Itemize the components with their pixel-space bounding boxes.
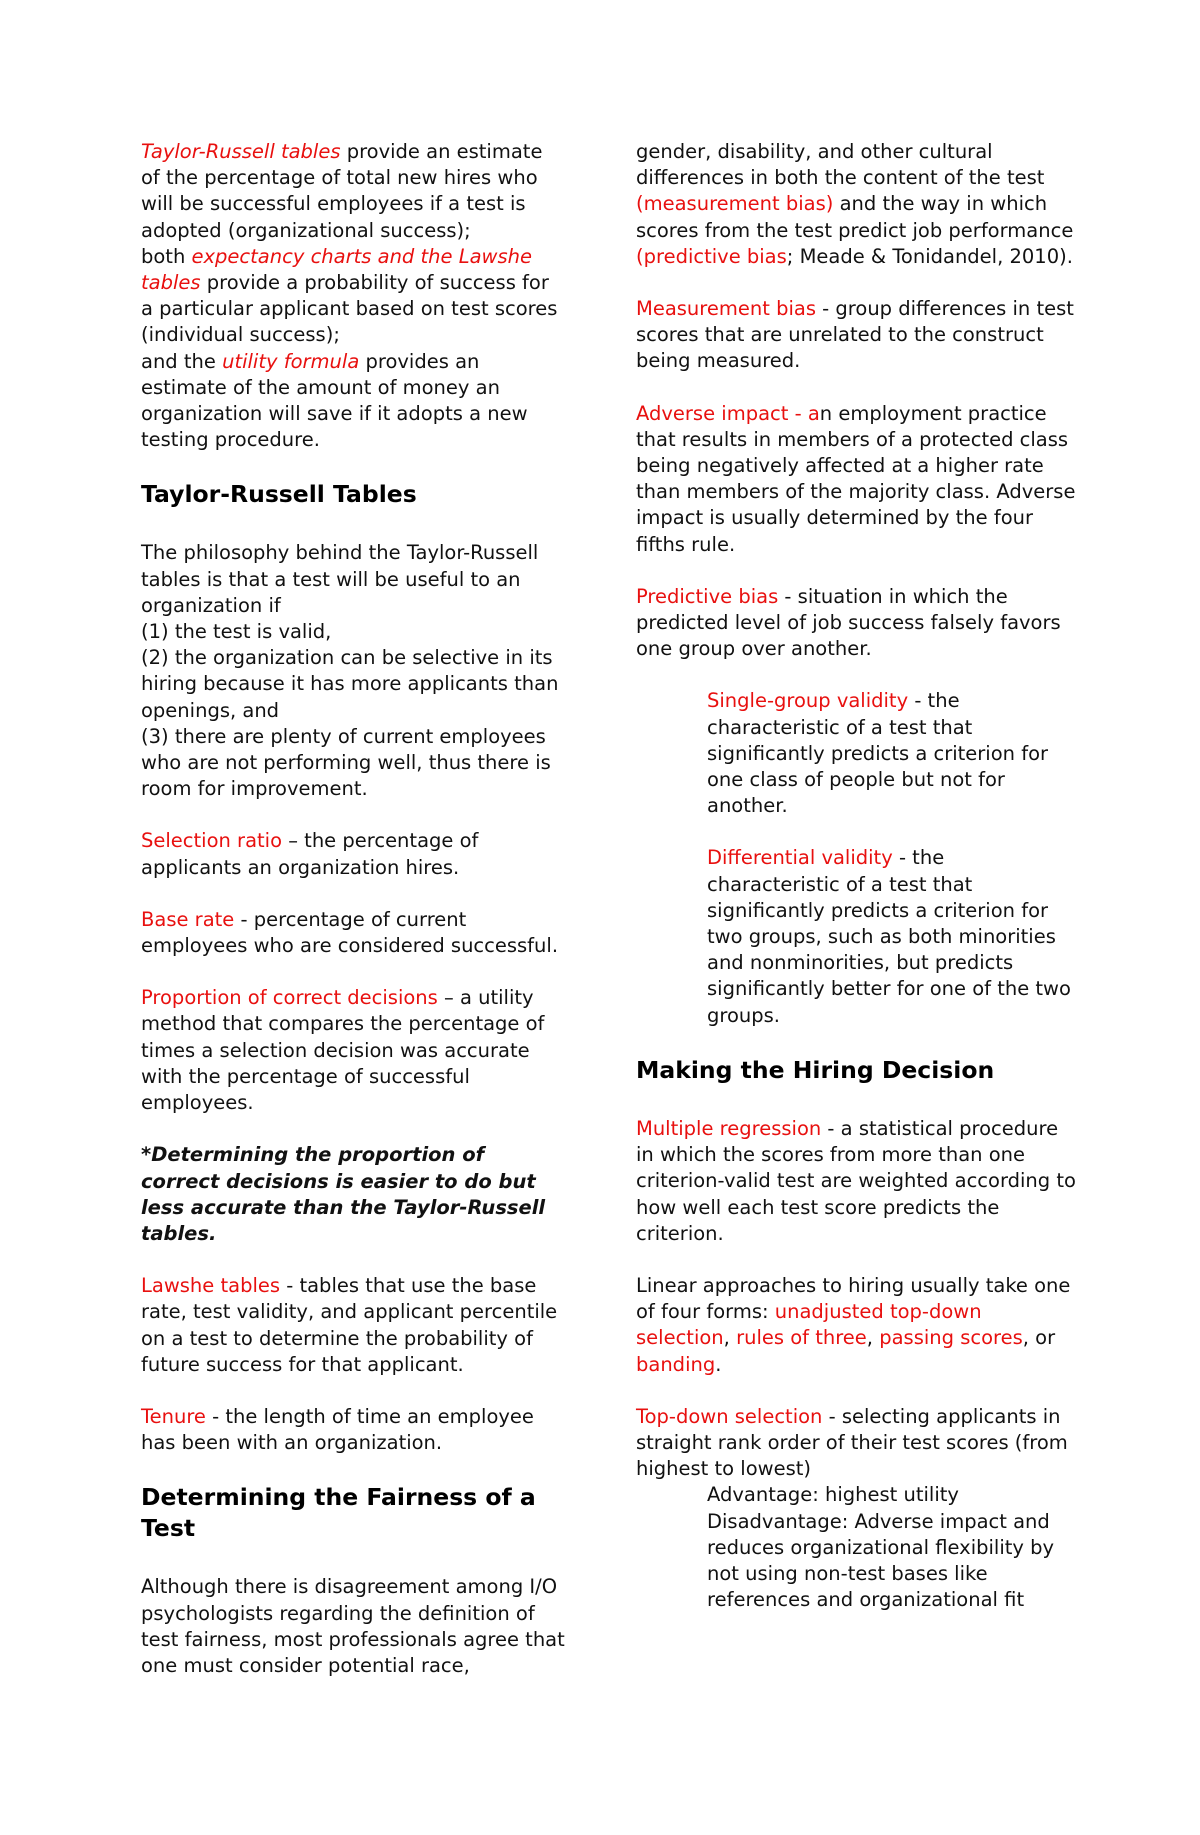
definition-text: - the characteristic of a test that significantly predicts a criterion for two groups, such as both minorities and nonminorities, but predicts significantly better for one of the two groups. [707,846,1071,1027]
term-predictive-bias-inline: (predictive bias [636,244,787,268]
definition-lawshe-tables [141,1273,566,1378]
term-lawshe-tables: Lawshe tables [141,1274,281,1298]
definition-adverse-impact [636,401,1076,558]
term-unadjusted-top-down: unadjusted top-down selection [636,1300,982,1350]
definition-text: - selecting applicants in straight rank order of their test scores (from highest to lowest) [636,1404,1068,1481]
right-column [636,139,1076,1639]
term-banding: banding [636,1352,716,1376]
term-proportion-correct: Proportion of correct decisions [141,986,438,1010]
term-top-down-selection: Top-down selection [636,1404,823,1428]
term-base-rate: Base rate [141,907,235,931]
term-tenure: Tenure [141,1404,206,1428]
definition-differential-validity [707,845,1076,1028]
term-rules-of-three: rules of three [736,1326,867,1350]
definition-text: – the percentage of applicants an organization hires. [141,829,479,879]
term-lawshe: Lawshe tables [141,244,532,295]
left-column [141,139,566,1705]
definition-text: n employment practice that results in members of a protected class being negatively affected at a higher rate than members of the majority class. Adverse impact is usually determined by the four fifths rule. [636,401,1076,556]
definition-text: – a utility method that compares the percentage of times a selection decision was accurate with the percentage of successful employees. [141,986,545,1115]
term-single-group-validity: Single-group validity [707,689,909,713]
term-measurement-bias: Measurement bias [636,297,816,321]
intro-and-the: and the [141,349,223,373]
intro-text-3: provides an estimate of the amount of money an organization will save if it adopts a new testing procedure. [141,349,528,452]
definition-selection-ratio [141,828,566,880]
heading-taylor-russell: Taylor-Russell Tables [141,480,417,509]
definition-text: - a statistical procedure in which the scores from more than one criterion-valid test are weighted according to how well each test score predicts the criterion. [636,1116,1076,1245]
philosophy-line: (2) the organization can be selective in its hiring because it has more applicants than openings, and [141,646,559,722]
philosophy-line: (1) the test is valid, [141,620,332,644]
linear-text: Linear approaches to hiring usually take one of four forms: [636,1273,1071,1324]
intro-both: both [141,244,192,268]
intro-and: and the [371,244,459,268]
definition-text: - tables that use the base rate, test validity, and applicant percentile on a test to determine the probability of future success for that applicant. [141,1274,558,1376]
term-predictive-bias: Predictive bias [636,584,779,608]
definition-single-group-validity [707,688,1076,819]
philosophy-line: The philosophy behind the Taylor-Russell tables is that a test will be useful to an organization if [141,541,539,617]
linear-sep: , [723,1326,737,1350]
definition-text: - the length of time an employee has been with an organization. [141,1404,534,1455]
intro-text-2: provide a probability of success for a particular applicant based on test scores (individual success); [141,271,558,347]
fairness-continued [636,139,1076,270]
term-selection-ratio: Selection ratio [141,829,283,853]
heading-fairness: Determining the Fairness of a Test [141,1483,536,1543]
definition-text: - group differences in test scores that are unrelated to the construct being measured. [636,297,1074,373]
term-taylor-russell: Taylor-Russell tables [141,140,341,163]
note-proportion: *Determining the proportion of correct decisions is easier to do but less accurate than the Taylor-Russell tables. [141,1143,546,1245]
advantage-line: Advantage: highest utility [707,1483,959,1507]
cont-text: ; Meade & Tonidandel, 2010). [786,244,1073,268]
disadvantage-line: Disadvantage: Adverse impact and reduces organizational flexibility by not using non-test bases like references and organizational fit [707,1509,1055,1612]
definition-base-rate [141,907,566,959]
cont-text: and the way in which scores from the test predict job performance [636,192,1074,242]
definition-multiple-regression [636,1116,1076,1247]
linear-sep: , or [1022,1326,1056,1350]
philosophy-paragraph [141,540,566,802]
definition-text: - situation in which the predicted level of job success falsely favors one group over another. [636,584,1061,661]
philosophy-line: (3) there are plenty of current employees who are not performing well, thus there is room for improvement. [141,724,551,801]
term-adverse-impact: Adverse impact - a [636,401,820,425]
term-expectancy-charts: expectancy charts [191,244,372,268]
intro-paragraph [141,139,566,453]
cont-text: gender, disability, and other cultural differences in both the content of the test [636,140,1045,190]
intro-text-1: provide an estimate of the percentage of total new hires who will be successful employees if a test is adopted (organizational success); [141,140,543,242]
definition-predictive-bias [636,584,1076,663]
fairness-paragraph: Although there is disagreement among I/O psychologists regarding the definition of test fairness, most professionals agree that one must consider potential race, [141,1575,565,1677]
definition-tenure [141,1404,566,1456]
definition-proportion-correct [141,985,566,1116]
definition-text: - the characteristic of a test that significantly predicts a criterion for one class of people but not for another. [707,689,1049,818]
linear-approaches-paragraph [636,1273,1076,1378]
linear-sep: , [866,1326,880,1350]
term-differential-validity: Differential validity [707,846,893,870]
term-multiple-regression: Multiple regression [636,1116,822,1140]
definition-text: - percentage of current employees who are considered successful. [141,907,559,958]
heading-hiring-decision: Making the Hiring Decision [636,1055,995,1084]
term-measurement-bias-inline: (measurement bias) [636,192,834,216]
definition-top-down-selection [636,1404,1076,1614]
definition-measurement-bias [636,296,1076,375]
term-passing-scores: passing scores [879,1326,1023,1350]
term-utility-formula: utility formula [222,349,360,373]
linear-sep: . [715,1352,722,1376]
